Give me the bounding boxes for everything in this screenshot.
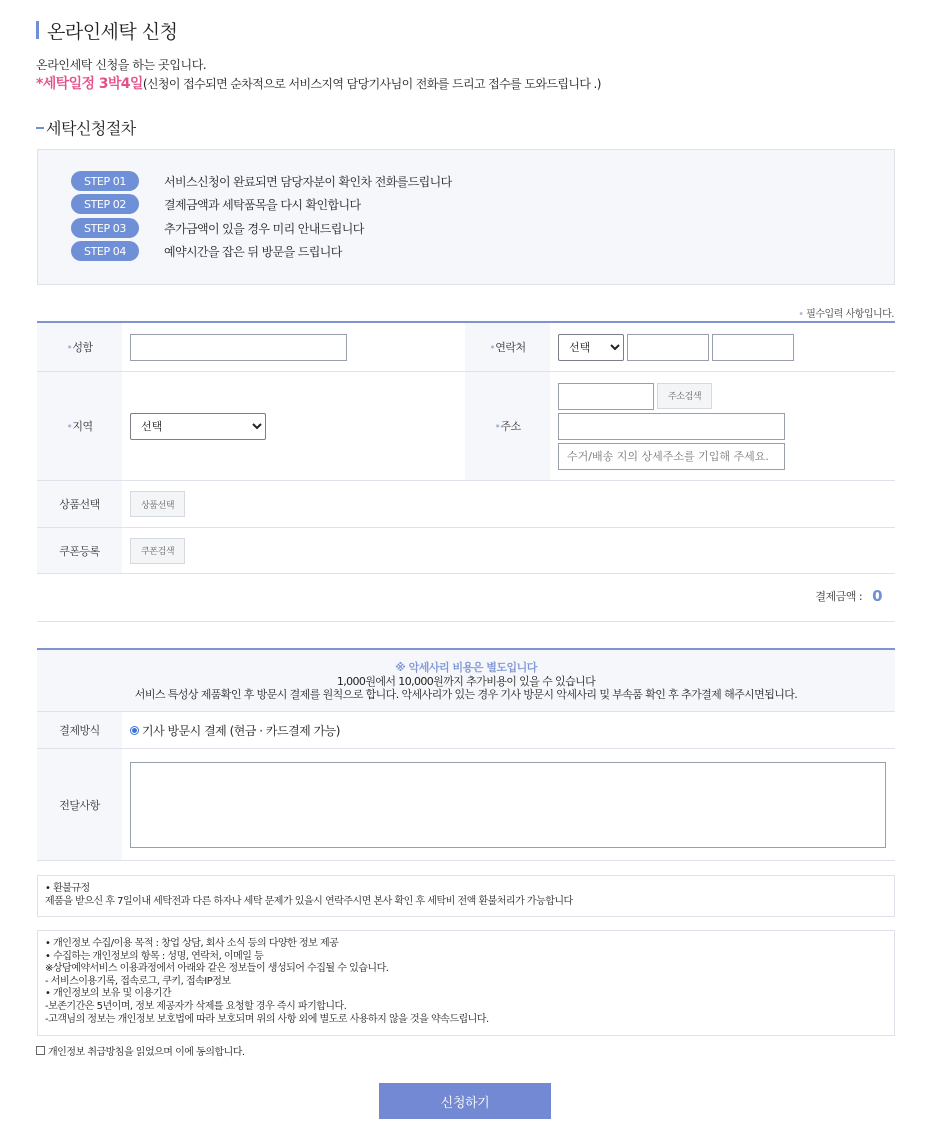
payment-method-text: 기사 방문시 결제 (현금 · 카드결제 가능)	[142, 723, 340, 738]
submit-button[interactable]: 신청하기	[379, 1083, 551, 1119]
procedure-heading	[36, 116, 136, 139]
payment-method-label: 결제방식	[37, 712, 122, 748]
intro-text: 온라인세탁 신청을 하는 곳입니다.	[36, 58, 207, 72]
schedule-highlight: *세탁일정 3박4일	[36, 76, 143, 92]
address-search-button[interactable]: 주소검색	[657, 383, 712, 409]
amount-value: 0	[872, 587, 882, 605]
contact-last-input[interactable]	[712, 334, 794, 361]
privacy-line: -보존기간은 5년이며, 정보 제공자가 삭제를 요청할 경우 즉시 파기합니다.	[45, 1000, 347, 1012]
message-label: 전달사항	[37, 749, 122, 860]
refund-policy	[37, 875, 895, 917]
section-divider	[37, 621, 895, 622]
step-text: 결제금액과 세탁품목을 다시 확인합니다	[164, 197, 361, 212]
procedure-title: 세탁신청절차	[46, 119, 136, 138]
application-form	[37, 321, 895, 574]
notice-title: ※ 악세사리 비용은 별도입니다	[395, 661, 537, 674]
page-title-text: 온라인세탁 신청	[47, 20, 178, 43]
payment-method-radio[interactable]	[130, 722, 340, 739]
product-select-button[interactable]: 상품선택	[130, 491, 185, 517]
address-cell	[550, 372, 895, 480]
name-input[interactable]	[130, 334, 347, 361]
privacy-line: • 수집하는 개인정보의 항목 : 성명, 연락처, 이메일 등	[45, 950, 264, 962]
name-contact-row	[37, 323, 895, 372]
required-note: • 필수입력 사항입니다.	[798, 309, 894, 320]
step-text: 예약시간을 잡은 뒤 방문을 드립니다	[164, 244, 342, 259]
contact-prefix-select[interactable]	[558, 334, 624, 361]
notice-line: 서비스 특성상 제품확인 후 방문시 결제를 원칙으로 합니다. 악세사리가 있는 경우 기사 방문시 악세사리 및 부속품 확인 후 추가결제 해주시면됩니다.	[134, 688, 798, 701]
coupon-cell	[122, 528, 895, 573]
message-textarea[interactable]	[130, 762, 886, 848]
step-row	[71, 218, 364, 238]
agree-text: 개인정보 취급방침을 읽었으며 이에 동의합니다.	[48, 1047, 245, 1058]
refund-title: • 환불규정	[45, 883, 90, 894]
privacy-line: ※상담예약서비스 이용과정에서 아래와 같은 정보들이 생성되어 수집될 수 있습니다.	[45, 963, 389, 975]
privacy-policy[interactable]	[37, 930, 895, 1036]
contact-label: • 연락처	[465, 323, 550, 371]
product-row	[37, 481, 895, 528]
step-row	[71, 241, 342, 261]
product-cell	[122, 481, 895, 527]
name-label: • 성함	[37, 323, 122, 371]
region-label: • 지역	[37, 372, 122, 480]
amount-label: 결제금액 :	[815, 590, 863, 603]
payment-form	[37, 712, 895, 861]
privacy-line: • 개인정보의 보유 및 이용기간	[45, 988, 172, 1000]
schedule-notice	[36, 73, 601, 93]
name-cell	[122, 323, 465, 371]
radio-icon[interactable]	[130, 726, 139, 735]
region-select[interactable]	[130, 413, 266, 440]
step-badge: STEP 04	[71, 241, 139, 261]
coupon-row	[37, 528, 895, 574]
agree-checkbox[interactable]	[36, 1046, 45, 1055]
step-badge: STEP 03	[71, 218, 139, 238]
coupon-search-button[interactable]: 쿠폰검색	[130, 538, 185, 564]
region-cell	[122, 372, 465, 480]
address-detail-input[interactable]	[558, 443, 785, 470]
address-input[interactable]	[558, 413, 785, 440]
schedule-note: (신청이 접수되면 순차적으로 서비스지역 담당기사님이 전화를 드리고 접수를 도와드립니다 .)	[142, 77, 601, 91]
page-title	[36, 16, 178, 44]
product-label: 상품선택	[37, 481, 122, 527]
procedure-box	[37, 149, 895, 285]
privacy-line: - 서비스이용기록, 접속로그, 쿠키, 접속IP정보	[45, 975, 231, 987]
message-row	[37, 749, 895, 861]
message-cell	[122, 749, 895, 860]
notice-line: 1,000원에서 10,000원까지 추가비용이 있을 수 있습니다	[336, 675, 596, 688]
step-badge: STEP 02	[71, 194, 139, 214]
refund-text: 제품을 받으신 후 7일이내 세탁전과 다른 하자나 세탁 문제가 있을시 연락주시면 본사 확인 후 세탁비 전액 환불처리가 가능합니다	[45, 896, 573, 907]
privacy-agree[interactable]	[36, 1043, 245, 1058]
address-label: • 주소	[465, 372, 550, 480]
zipcode-input[interactable]	[558, 383, 654, 410]
payment-method-cell	[122, 712, 895, 748]
step-row	[71, 194, 361, 214]
step-text: 서비스신청이 완료되면 담당자분이 확인차 전화를드립니다	[164, 174, 452, 189]
privacy-line: -고객님의 정보는 개인정보 보호법에 따라 보호되며 위의 사항 외에 별도로 사용하지 않을 것을 약속드립니다.	[45, 1013, 489, 1025]
heading-dash	[36, 127, 44, 129]
step-badge: STEP 01	[71, 171, 139, 191]
privacy-line: • 개인정보 수집/이용 목적 : 창업 상담, 회사 소식 등의 다양한 정보 제공	[45, 938, 339, 949]
accessory-notice	[37, 648, 895, 712]
title-accent-bar	[36, 21, 39, 39]
payment-method-row	[37, 712, 895, 749]
step-row	[71, 171, 452, 191]
contact-cell	[550, 323, 895, 371]
contact-middle-input[interactable]	[627, 334, 709, 361]
payment-amount	[815, 587, 882, 605]
coupon-label: 쿠폰등록	[37, 528, 122, 573]
region-address-row	[37, 372, 895, 481]
step-text: 추가금액이 있을 경우 미리 안내드립니다	[164, 221, 364, 236]
